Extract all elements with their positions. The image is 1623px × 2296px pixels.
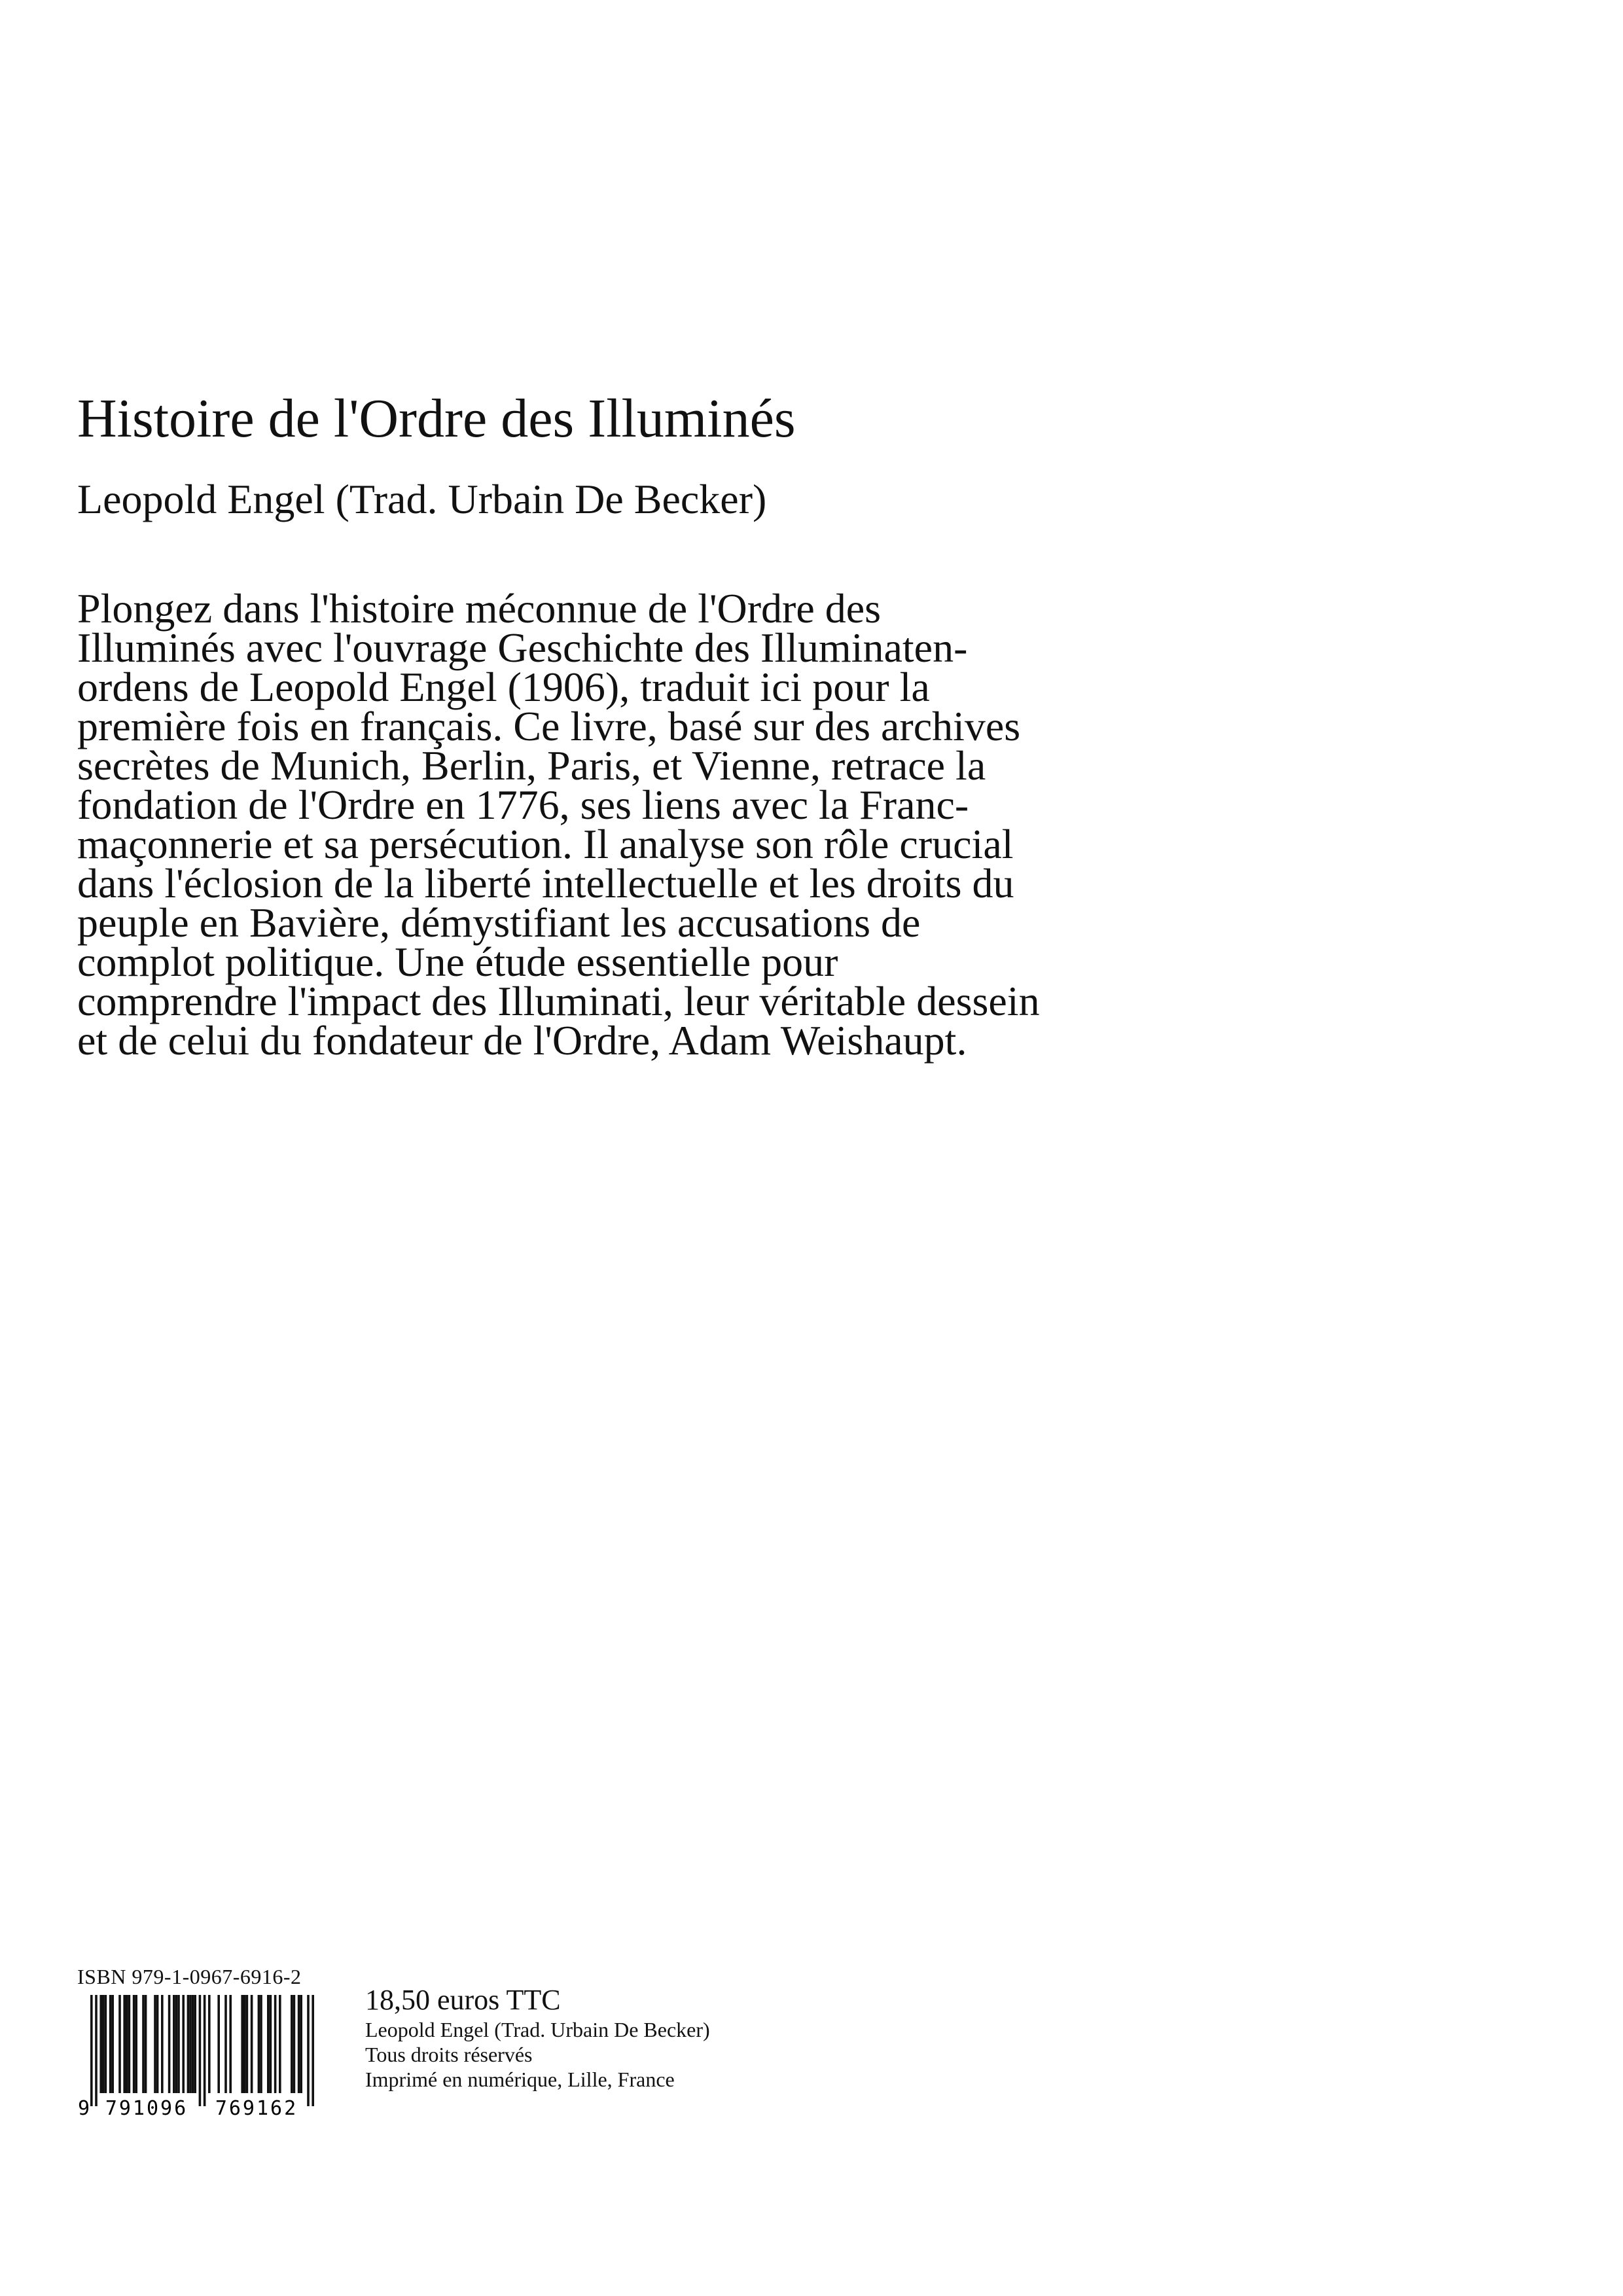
imprint-author: Leopold Engel (Trad. Urbain De Becker) xyxy=(365,2018,710,2041)
barcode-bar xyxy=(274,1995,277,2093)
blurb-line: complot politique. Une étude essentielle pour xyxy=(77,939,838,985)
barcode-bar xyxy=(241,1995,243,2093)
blurb-line: secrètes de Munich, Berlin, Paris, et Vienne, retrace la xyxy=(77,742,986,789)
barcode-bar xyxy=(177,1995,180,2093)
barcode-bar xyxy=(102,1995,105,2093)
print-location: Imprimé en numérique, Lille, France xyxy=(365,2068,675,2091)
barcode-bar xyxy=(189,1995,192,2093)
barcode-bar xyxy=(307,1995,310,2106)
blurb-line: comprendre l'impact des Illuminati, leur véritable dessein xyxy=(77,978,1040,1024)
price-label: 18,50 euros TTC xyxy=(365,1984,561,2016)
blurb-line: dans l'éclosion de la liberté intellectuelle et les droits du xyxy=(77,860,1014,906)
barcode-leading-digit: 9 xyxy=(77,2097,90,2119)
barcode-bar xyxy=(95,1995,98,2106)
blurb-line: peuple en Bavière, démystifiant les accusations de xyxy=(77,899,921,946)
barcode-bar xyxy=(123,1995,126,2093)
barcode-bar xyxy=(279,1995,281,2093)
blurb-line: maçonnerie et sa persécution. Il analyse son rôle crucial xyxy=(77,821,1014,867)
barcode-bar xyxy=(224,1995,227,2093)
barcode-bar xyxy=(293,1995,296,2093)
barcode-bar xyxy=(251,1995,253,2093)
barcode-bar xyxy=(154,1995,156,2093)
blurb-line: Illuminés avec l'ouvrage Geschichte des Illuminaten- xyxy=(77,624,968,671)
barcode-bar xyxy=(192,1995,194,2093)
barcode-bar xyxy=(126,1995,128,2093)
barcode-bar xyxy=(208,1995,211,2093)
barcode-right-digits: 769162 xyxy=(215,2097,298,2119)
barcode-bar xyxy=(229,1995,232,2093)
barcode-bar xyxy=(243,1995,246,2093)
barcode-bar xyxy=(156,1995,159,2093)
blurb-line: et de celui du fondateur de l'Ordre, Adam Weishaupt. xyxy=(77,1017,967,1064)
barcode-bar xyxy=(199,1995,202,2106)
barcode-bar xyxy=(258,1995,260,2093)
barcode-bar xyxy=(298,1995,300,2093)
barcode-bar xyxy=(105,1995,107,2093)
imprint-block xyxy=(365,1983,710,2092)
barcode-left-digits: 791096 xyxy=(105,2097,188,2119)
barcode-bar xyxy=(175,1995,178,2093)
barcode-bar xyxy=(135,1995,137,2093)
barcode-bar xyxy=(246,1995,249,2093)
barcode-bar xyxy=(300,1995,302,2093)
barcode-bar xyxy=(109,1995,112,2093)
barcode-bar xyxy=(128,1995,131,2093)
barcode-bar xyxy=(142,1995,145,2093)
barcode-bar xyxy=(182,1995,185,2093)
barcode-bar xyxy=(133,1995,135,2093)
barcode-bar xyxy=(99,1995,102,2093)
barcode-icon xyxy=(77,1995,326,2119)
rights-notice: Tous droits réservés xyxy=(365,2043,533,2066)
blurb-line: première fois en français. Ce livre, basé sur des archives xyxy=(77,703,1021,749)
isbn-label: ISBN 979-1-0967-6916-2 xyxy=(77,1965,302,1988)
back-cover-blurb xyxy=(77,585,1321,1064)
barcode-bar xyxy=(187,1995,190,2093)
barcode-bar xyxy=(173,1995,175,2093)
barcode-bar xyxy=(194,1995,196,2093)
barcode-bar xyxy=(270,1995,272,2093)
barcode-bar xyxy=(161,1995,164,2093)
book-title: Histoire de l'Ordre des Illuminés xyxy=(77,388,796,449)
barcode-bar xyxy=(204,1995,206,2106)
blurb-line: Plongez dans l'histoire méconnue de l'Ordre des xyxy=(77,585,882,632)
barcode-bar xyxy=(111,1995,114,2093)
barcode-bar xyxy=(291,1995,293,2093)
book-author: Leopold Engel (Trad. Urbain De Becker) xyxy=(77,476,767,522)
barcode-bar xyxy=(260,1995,262,2093)
barcode-bar xyxy=(312,1995,314,2106)
barcode-bar xyxy=(118,1995,121,2093)
barcode-bar xyxy=(168,1995,171,2093)
barcode-bar xyxy=(145,1995,147,2093)
blurb-line: ordens de Leopold Engel (1906), traduit ici pour la xyxy=(77,664,930,710)
blurb-line: fondation de l'Ordre en 1776, ses liens avec la Franc- xyxy=(77,781,969,828)
barcode-bar xyxy=(90,1995,93,2106)
barcode-bar xyxy=(267,1995,270,2093)
barcode-bar xyxy=(217,1995,220,2093)
isbn-barcode-block xyxy=(77,1964,326,2121)
